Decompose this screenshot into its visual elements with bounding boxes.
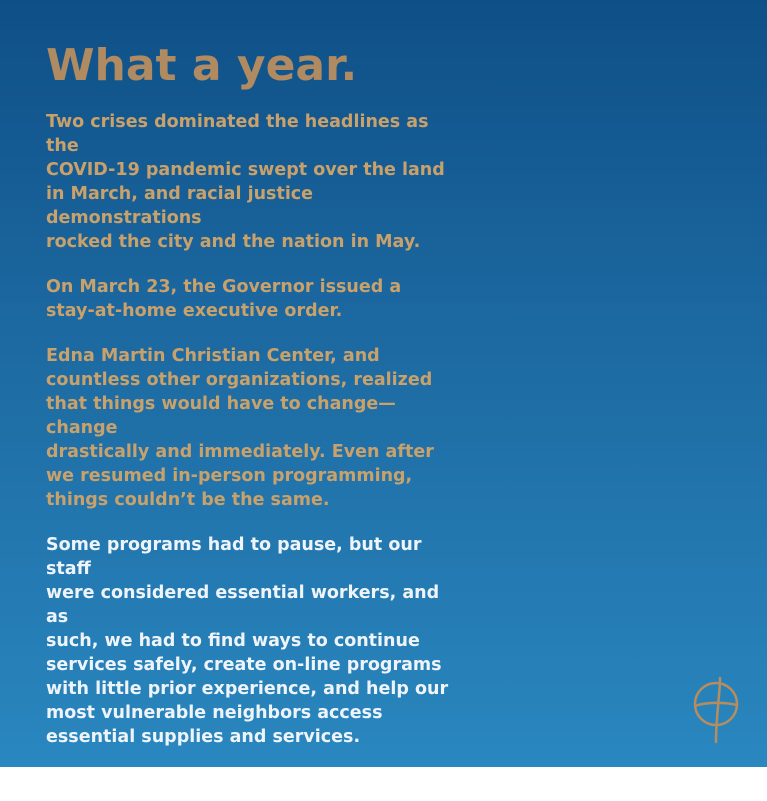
closing-statement: And we did. xyxy=(46,776,186,800)
paragraph-essential-workers: Some programs had to pause, but our staff were considered essential workers, and as such, we had to find ways to continue services safely, create on-line programs with little prior experience, and help our most vulnerable neighbors access essential supplies and services. xyxy=(46,535,449,747)
paragraph-crises: Two crises dominated the headlines as the COVID-19 pandemic swept over the land in March, and racial justice demonstrations rocked the city and the nation in May. xyxy=(46,112,445,252)
text-content xyxy=(46,40,466,801)
paragraph-stay-at-home: On March 23, the Governor issued a stay-at-home executive order. xyxy=(46,277,402,321)
page-title: What a year. xyxy=(46,40,358,91)
paragraph-change: Edna Martin Christian Center, and countless other organizations, realized that things would have to change—change drastically and immediately. Even after we resumed in-person programming, things couldn’t be the same. xyxy=(46,346,434,510)
cross-in-circle-icon xyxy=(690,672,742,744)
